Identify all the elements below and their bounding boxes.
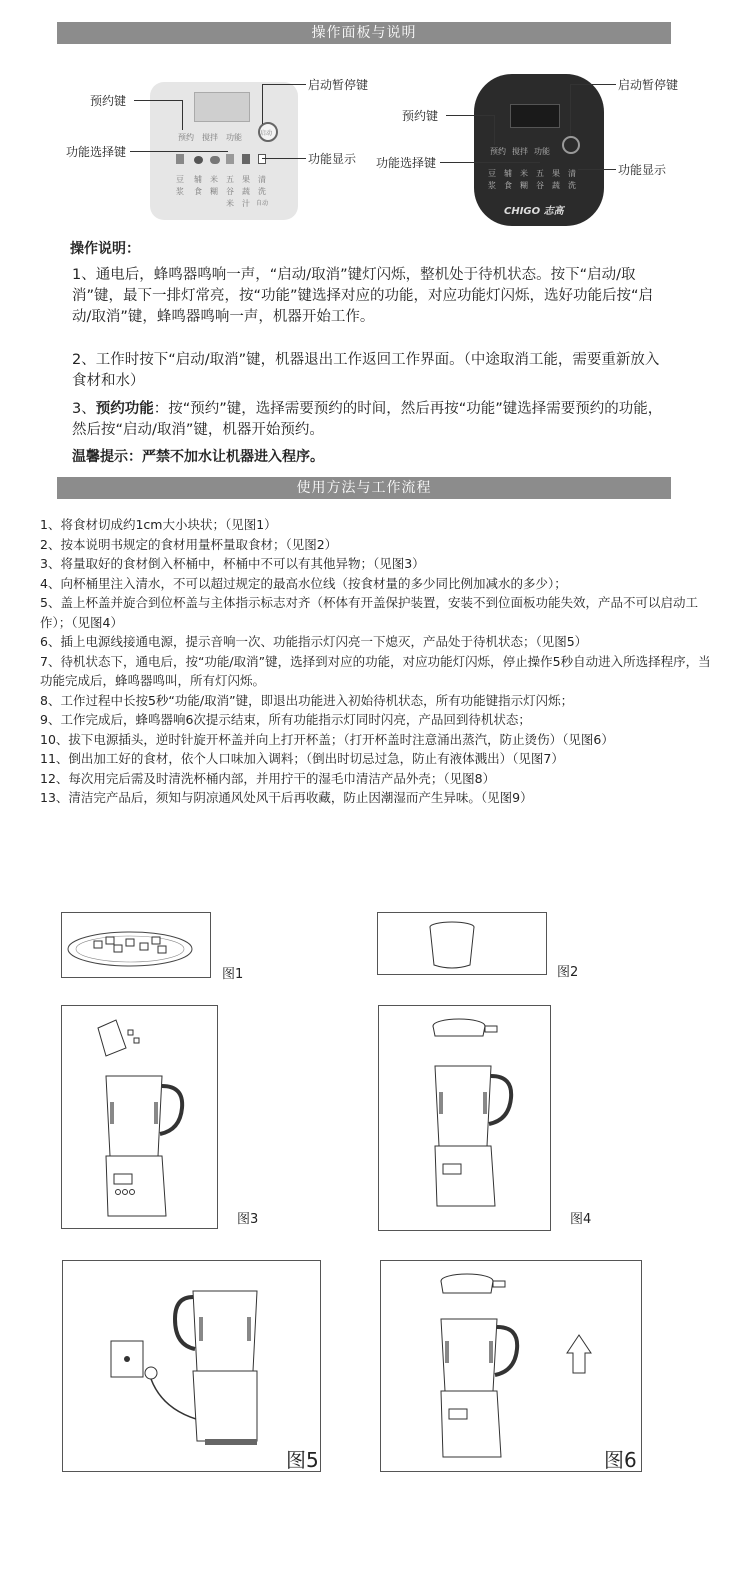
list-item: 11、倒出加工好的食材，依个人口味加入调料；（倒出时切忌过急，防止有液体溅出）（见图7） bbox=[40, 751, 564, 766]
brand-logo: CHIGO 志高 bbox=[504, 206, 564, 217]
function-label: 糊 bbox=[210, 187, 218, 196]
light-start-key-label: 启动暂停键 bbox=[308, 78, 369, 92]
leader-line bbox=[262, 84, 306, 85]
list-item: 2、按本说明书规定的食材用量杯量取食材；（见图2） bbox=[40, 536, 338, 552]
list-item: 3、将量取好的食材倒入杯桶中，杯桶中不可以有其他异物；（见图3） bbox=[40, 556, 425, 571]
leader-line bbox=[446, 115, 494, 116]
function-label: 清 bbox=[568, 169, 576, 178]
instructions-title: 操作说明： bbox=[70, 241, 140, 257]
function-label: 果 bbox=[552, 169, 560, 178]
leader-line bbox=[182, 100, 183, 130]
figure-4-label: 图4 bbox=[570, 1212, 592, 1227]
function-label: 米 bbox=[226, 199, 234, 208]
blender-add-food-icon bbox=[62, 1006, 219, 1230]
instruction-paragraph-3 bbox=[72, 399, 672, 441]
function-label: 蔬 bbox=[242, 187, 250, 196]
figure-2 bbox=[377, 912, 547, 975]
list-item: 5、盖上杯盖并旋合到位杯盖与主体指示标志对齐（杯体有开盖保护装置，安装不到位面板功能失效，产品不可以启动工作）；（见图4） bbox=[40, 595, 698, 630]
blender-with-lid-icon bbox=[379, 1006, 552, 1232]
function-label: 自动 bbox=[256, 200, 269, 207]
function-label: 五 bbox=[536, 169, 544, 178]
light-display-label: 功能显示 bbox=[308, 152, 357, 166]
baby-food-icon bbox=[194, 156, 203, 164]
function-label: 辅 bbox=[194, 175, 202, 184]
paragraph-number: 3、 bbox=[72, 401, 96, 417]
list-item: 8、工作过程中长按5秒“功能/取消”键，即退出功能进入初始待机状态，所有功能键指示灯闪烁； bbox=[40, 692, 574, 708]
list-item: 6、插上电源线接通电源，提示音响一次、功能指示灯闪亮一下熄灭，产品处于待机状态；（见图5） bbox=[40, 634, 588, 649]
function-label: 清 bbox=[258, 175, 266, 184]
leader-line bbox=[262, 158, 306, 159]
clean-icon bbox=[258, 154, 266, 164]
light-reserve-key-label: 预约键 bbox=[90, 94, 127, 108]
function-label: 食 bbox=[194, 187, 202, 196]
control-panel-dark bbox=[474, 74, 604, 226]
function-label: 蔬 bbox=[552, 181, 560, 190]
list-item: 10、拔下电源插头，逆时针旋开杯盖并向上打开杯盖；（打开杯盖时注意涌出蒸汽，防止烫伤）（见图6） bbox=[40, 731, 614, 747]
juice-icon bbox=[242, 154, 250, 164]
figure-6-label: 图6 bbox=[604, 1448, 637, 1472]
figure-1 bbox=[61, 912, 211, 978]
figure-5-label: 图5 bbox=[286, 1448, 319, 1472]
panel-display bbox=[510, 104, 560, 128]
figure-2-label: 图2 bbox=[557, 965, 579, 980]
dark-display-label: 功能显示 bbox=[618, 163, 667, 177]
leader-line bbox=[494, 115, 495, 145]
figure-5 bbox=[62, 1260, 321, 1472]
figure-3-label: 图3 bbox=[237, 1212, 259, 1227]
rice-icon bbox=[210, 156, 220, 164]
diced-food-plate-icon bbox=[62, 913, 212, 979]
panel-display bbox=[194, 92, 250, 122]
function-label: 浆 bbox=[488, 181, 496, 190]
list-item: 13、清洁完产品后，须知与阴凉通风处风干后再收藏，防止因潮湿而产生异味。（见图9） bbox=[40, 790, 533, 805]
measuring-cup-icon bbox=[378, 913, 548, 976]
figure-6 bbox=[380, 1260, 642, 1472]
blender-open-lid-icon bbox=[381, 1261, 643, 1473]
function-key[interactable]: 功能 bbox=[226, 133, 242, 142]
blender-plug-in-icon bbox=[63, 1261, 322, 1473]
function-label: 米 bbox=[210, 175, 218, 184]
light-select-key-label: 功能选择键 bbox=[66, 145, 127, 159]
function-key[interactable]: 功能 bbox=[534, 147, 550, 156]
paragraph-text: ：按“预约”键，选择需要预约的时间，然后再按“功能”键选择需要预约的功能，然后按“启动/取消”键，机器开始预约。 bbox=[72, 401, 663, 438]
function-label: 果 bbox=[242, 175, 250, 184]
list-item: 12、每次用完后需及时清洗杯桶内部，并用拧干的湿毛巾清洁产品外壳；（见图8） bbox=[40, 770, 496, 786]
leader-line bbox=[570, 84, 616, 85]
function-label: 浆 bbox=[176, 187, 184, 196]
leader-line bbox=[134, 100, 182, 101]
figure-4 bbox=[378, 1005, 551, 1231]
leader-line bbox=[440, 162, 540, 163]
dark-select-key-label: 功能选择键 bbox=[376, 156, 437, 170]
warning-note: 温馨提示：严禁不加水让机器进入程序。 bbox=[72, 449, 324, 465]
figure-3 bbox=[61, 1005, 218, 1229]
leader-line bbox=[578, 169, 616, 170]
soy-icon bbox=[176, 154, 184, 164]
dark-reserve-key-label: 预约键 bbox=[402, 109, 439, 123]
stir-key[interactable]: 搅拌 bbox=[512, 147, 528, 156]
function-label: 豆 bbox=[176, 175, 184, 184]
stir-key[interactable]: 搅拌 bbox=[202, 133, 218, 142]
leader-line bbox=[570, 84, 571, 136]
function-label: 米 bbox=[520, 169, 528, 178]
list-item: 1、将食材切成约1cm大小块状；（见图1） bbox=[40, 517, 277, 532]
grain-icon bbox=[226, 154, 234, 164]
function-label: 洗 bbox=[258, 187, 266, 196]
reserve-function-heading: 预约功能 bbox=[95, 401, 154, 417]
leader-line bbox=[130, 151, 228, 152]
reserve-key[interactable]: 预约 bbox=[490, 147, 506, 156]
function-label: 辅 bbox=[504, 169, 512, 178]
list-item: 7、待机状态下，通电后，按“功能/取消”键，选择到对应的功能，对应功能灯闪烁，停止操作5秒自动进入所选择程序，当功能完成后，蜂鸣器鸣叫，所有灯闪烁。 bbox=[40, 653, 711, 688]
leader-line bbox=[262, 84, 263, 124]
usage-section-banner: 使用方法与工作流程 bbox=[57, 477, 671, 499]
function-label: 糊 bbox=[520, 181, 528, 190]
function-label: 谷 bbox=[226, 187, 234, 196]
usage-steps-list bbox=[40, 515, 720, 808]
function-label: 汁 bbox=[242, 199, 250, 208]
reserve-key[interactable]: 预约 bbox=[178, 133, 194, 142]
function-label: 食 bbox=[504, 181, 512, 190]
list-item: 4、向杯桶里注入清水，不可以超过规定的最高水位线（按食材量的多少同比例加减水的多少）； bbox=[40, 575, 567, 591]
panel-section-banner: 操作面板与说明 bbox=[57, 22, 671, 44]
start-key[interactable] bbox=[562, 136, 580, 154]
start-key-label: 启动 bbox=[260, 130, 273, 137]
function-label: 豆 bbox=[488, 169, 496, 178]
list-item: 9、工作完成后，蜂鸣器响6次提示结束，所有功能指示灯同时闪亮，产品回到待机状态； bbox=[40, 712, 531, 727]
instruction-paragraph-2: 2、工作时按下“启动/取消”键，机器退出工作返回工作界面。（中途取消工能，需要重新放入食材和水） bbox=[72, 352, 660, 389]
instruction-paragraph-1: 1、通电后，蜂鸣器鸣响一声，“启动/取消”键灯闪烁，整机处于待机状态。按下“启动/取消”键，最下一排灯常亮，按“功能”键选择对应的功能，对应功能灯闪烁，选好功能后按“启动/取消”键，蜂鸣器鸣响一声，机器开始工作。 bbox=[72, 267, 654, 325]
function-label: 五 bbox=[226, 175, 234, 184]
function-label: 洗 bbox=[568, 181, 576, 190]
figure-1-label: 图1 bbox=[222, 967, 244, 982]
function-label: 谷 bbox=[536, 181, 544, 190]
dark-start-key-label: 启动暂停键 bbox=[618, 78, 679, 92]
